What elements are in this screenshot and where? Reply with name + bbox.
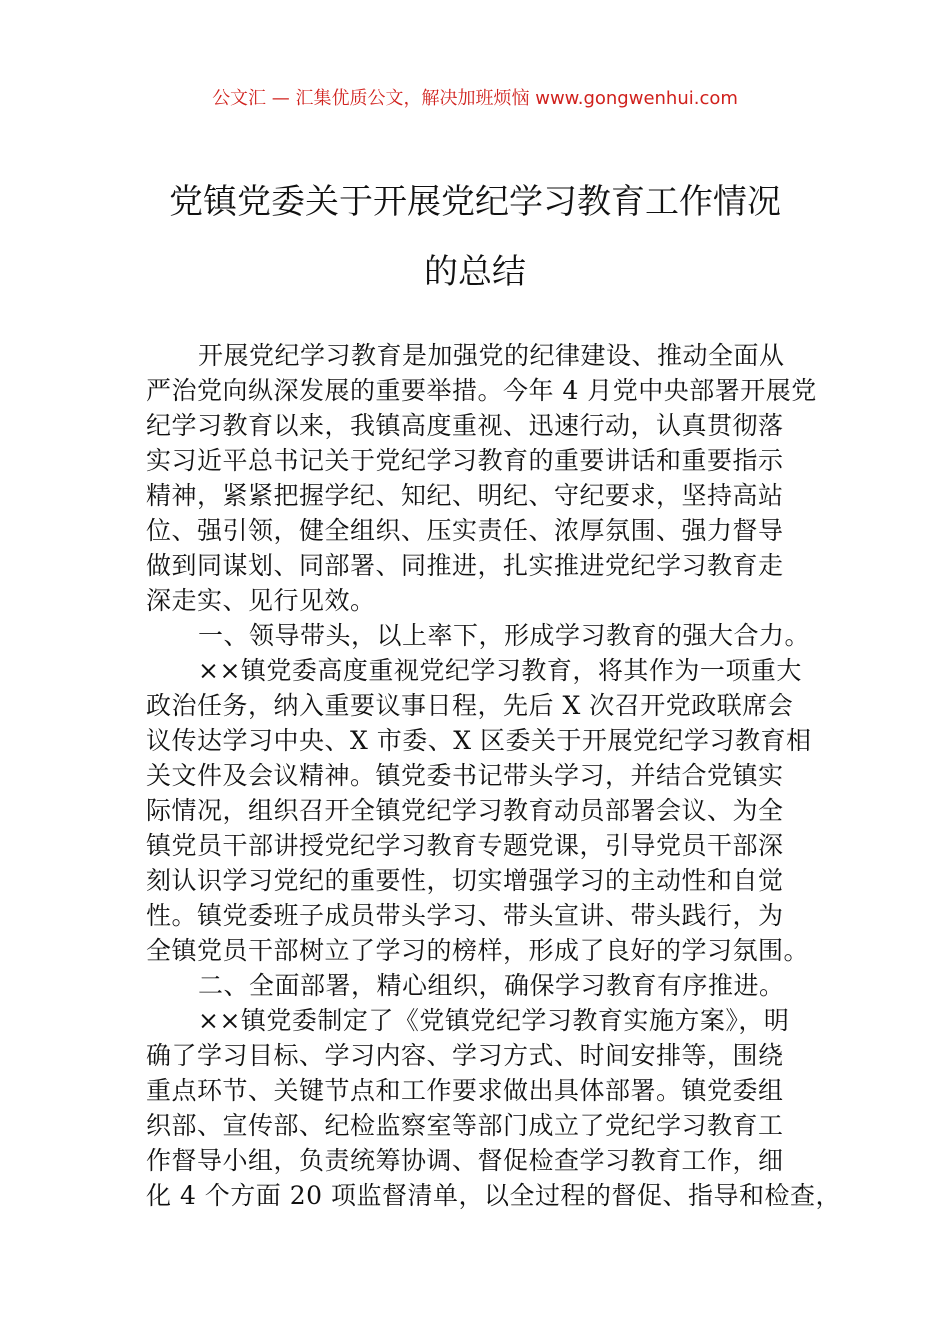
paragraph-line: 政治任务，纳入重要议事日程，先后 X 次召开党政联席会 (146, 691, 794, 720)
section-heading-1: 一、领导带头，以上率下，形成学习教育的强大合力。 (198, 621, 811, 650)
document-title-line-1: 党镇党委关于开展党纪学习教育工作情况 (169, 182, 781, 222)
paragraph-line: 全镇党员干部树立了学习的榜样，形成了良好的学习氛围。 (146, 936, 810, 965)
paragraph-line: 镇党员干部讲授党纪学习教育专题党课，引导党员干部深 (146, 831, 784, 860)
section-heading-2: 二、全面部署，精心组织，确保学习教育有序推进。 (198, 971, 785, 1000)
paragraph-line: 化 4 个方面 20 项监督清单，以全过程的督促、指导和检查， (146, 1181, 842, 1210)
paragraph-line: 位、强引领，健全组织、压实责任、浓厚氛围、强力督导 (146, 516, 784, 545)
paragraph-line: 关文件及会议精神。镇党委书记带头学习，并结合党镇实 (146, 761, 784, 790)
document-title-line-2: 的总结 (424, 252, 526, 292)
paragraph-line: 刻认识学习党纪的重要性，切实增强学习的主动性和自觉 (146, 866, 784, 895)
paragraph-line: 做到同谋划、同部署、同推进，扎实推进党纪学习教育走 (146, 551, 784, 580)
paragraph-line: 作督导小组，负责统筹协调、督促检查学习教育工作，细 (146, 1146, 784, 1175)
paragraph-line: ××镇党委制定了《党镇党纪学习教育实施方案》，明 (198, 1006, 790, 1035)
paragraph-line: 际情况，组织召开全镇党纪学习教育动员部署会议、为全 (146, 796, 784, 825)
paragraph-line: 织部、宣传部、纪检监察室等部门成立了党纪学习教育工 (146, 1111, 784, 1140)
document-body (146, 338, 842, 1213)
paragraph-line: 精神，紧紧把握学纪、知纪、明纪、守纪要求，坚持高站 (146, 481, 784, 510)
paragraph-line: 深走实、见行见效。 (146, 586, 376, 615)
header-banner[interactable]: 公文汇 — 汇集优质公文，解决加班烦恼 www.gongwenhui.com (212, 88, 738, 109)
paragraph-line: 严治党向纵深发展的重要举措。今年 4 月党中央部署开展党 (146, 376, 817, 405)
paragraph-line: 性。镇党委班子成员带头学习、带头宣讲、带头践行，为 (146, 901, 784, 930)
paragraph-line: 重点环节、关键节点和工作要求做出具体部署。镇党委组 (146, 1076, 784, 1105)
paragraph-line: 确了学习目标、学习内容、学习方式、时间安排等，围绕 (146, 1041, 784, 1070)
paragraph-line: 议传达学习中央、X 市委、X 区委关于开展党纪学习教育相 (146, 726, 812, 755)
paragraph-line: 开展党纪学习教育是加强党的纪律建设、推动全面从 (198, 341, 785, 370)
paragraph-line: 实习近平总书记关于党纪学习教育的重要讲话和重要指示 (146, 446, 784, 475)
paragraph-line: ××镇党委高度重视党纪学习教育，将其作为一项重大 (198, 656, 802, 685)
paragraph-line: 纪学习教育以来，我镇高度重视、迅速行动，认真贯彻落 (146, 411, 784, 440)
